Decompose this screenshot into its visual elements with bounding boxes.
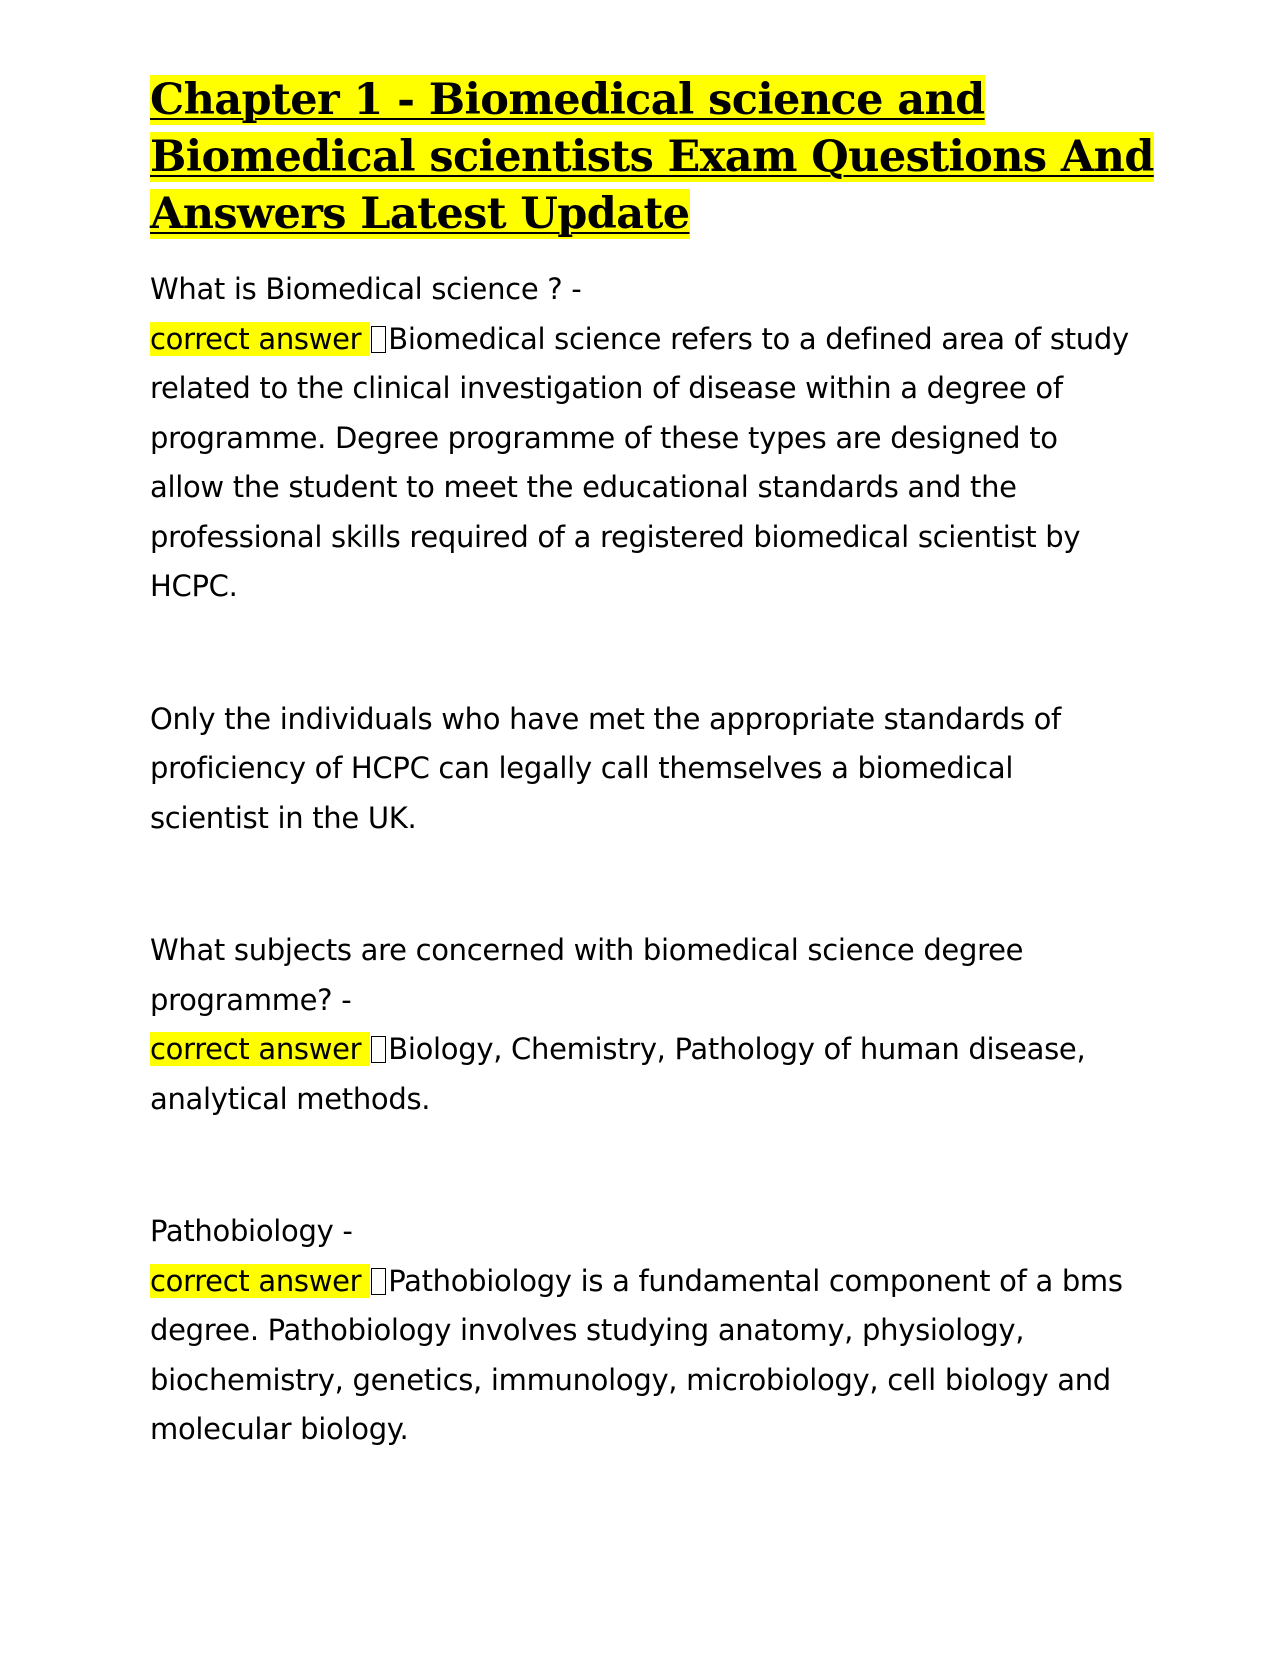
- title-line-2: Biomedical scientists Exam Questions And: [150, 132, 1154, 182]
- question-text: Pathobiology -: [150, 1214, 353, 1248]
- document-page: [150, 72, 1154, 1455]
- answer-text: [150, 315, 1140, 612]
- title-line-3: Answers Latest Update: [150, 189, 690, 239]
- answer-label: correct answer: [150, 1032, 371, 1066]
- title-line-1: Chapter 1 - Biomedical science and: [150, 75, 985, 125]
- qa-block-1: [150, 265, 1140, 612]
- note-paragraph: Only the individuals who have met the appropriate standards of proficiency of HCPC can legally call themselves a biomedical scientist in the UK.: [150, 701, 1061, 835]
- answer-text: [150, 1025, 1140, 1124]
- answer-body: Biomedical science refers to a defined area of study related to the clinical investigation of disease within a degree of programme. Degree programme of these types are designed to allow the student to meet the educational standards and the professional skills required of a registered biomedical scientist by HCPC.: [150, 321, 1129, 603]
- answer-label: correct answer: [150, 1263, 371, 1298]
- missing-glyph-icon: [371, 1036, 386, 1063]
- document-title: [150, 72, 1154, 243]
- qa-block-3: [150, 1207, 1140, 1455]
- question-text: What subjects are concerned with biomedical science degree programme? -: [150, 933, 1024, 1017]
- answer-body: Pathobiology is a fundamental component of a bms degree. Pathobiology involves studying anatomy, physiology, biochemistry, genetics, immunology, microbiology, cell biology and molecular biology.: [150, 1263, 1123, 1446]
- answer-text: [150, 1257, 1140, 1455]
- answer-label: correct answer: [150, 321, 371, 356]
- answer-body: Biology, Chemistry, Pathology of human disease, analytical methods.: [150, 1032, 1086, 1116]
- qa-block-2: [150, 926, 1140, 1124]
- missing-glyph-icon: [371, 326, 386, 353]
- missing-glyph-icon: [371, 1268, 386, 1295]
- question-text: What is Biomedical science ? -: [150, 272, 582, 306]
